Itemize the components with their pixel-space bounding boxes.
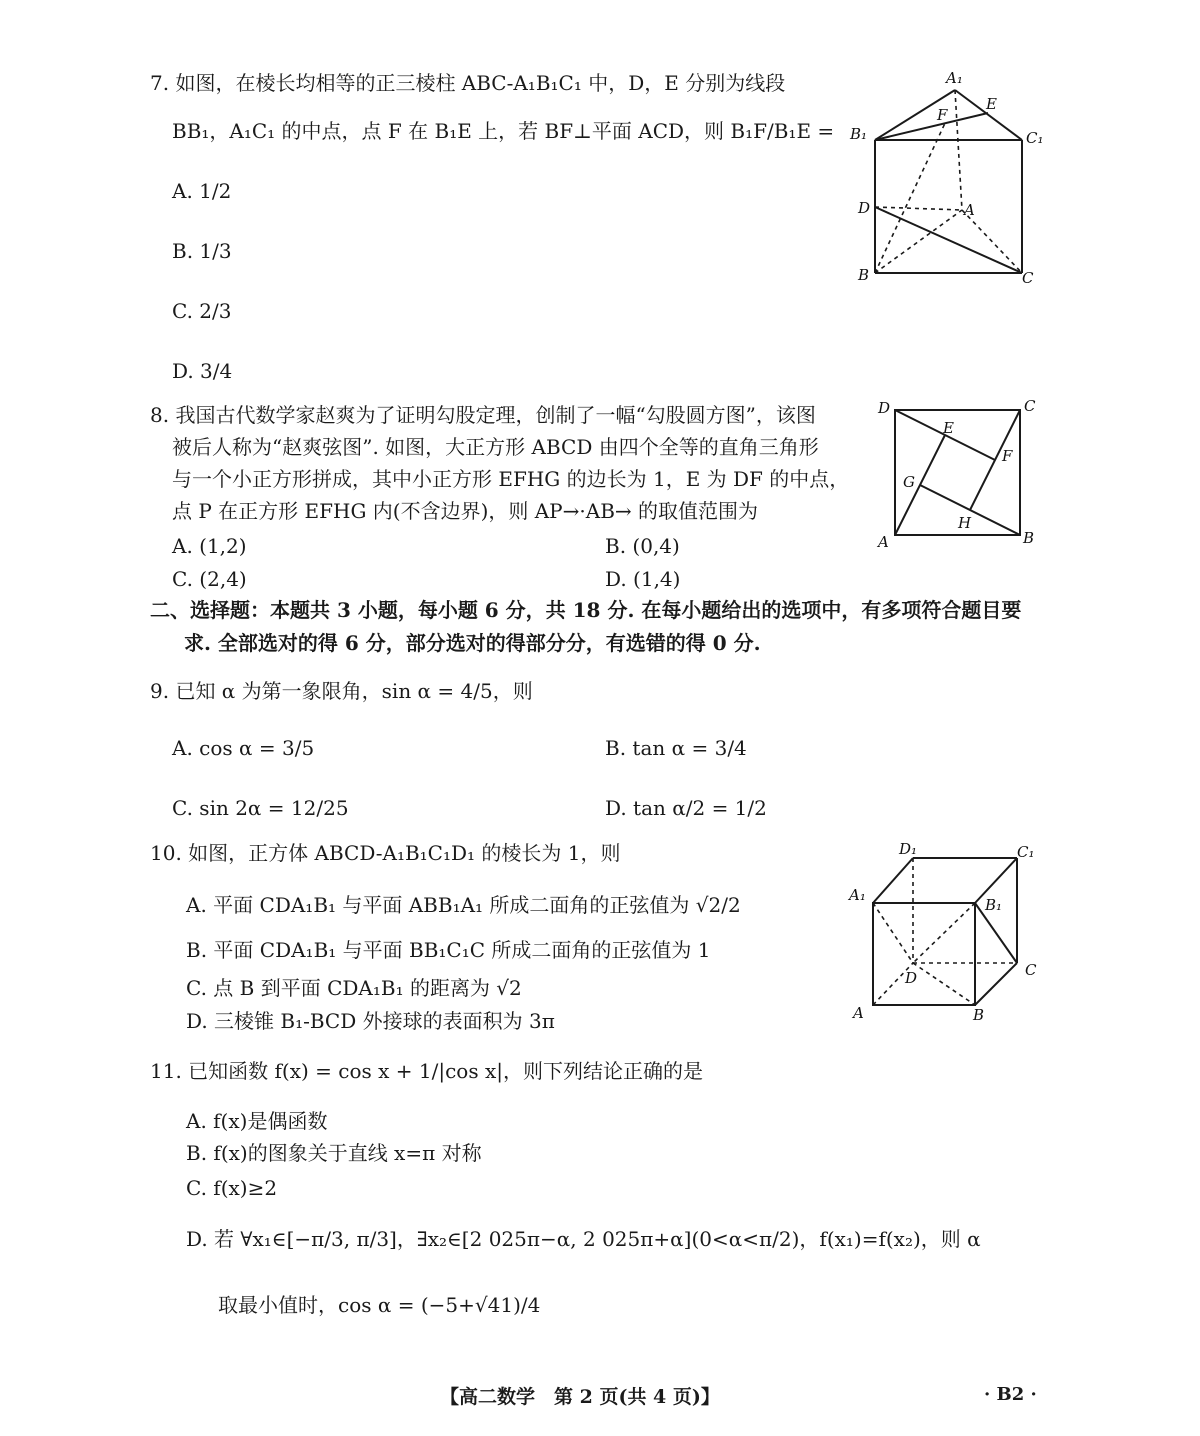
q8-option-d: D. (1,4) bbox=[605, 567, 681, 591]
q9-option-a: A. cos α = 3/5 bbox=[172, 736, 315, 760]
section2-header-line1: 二、选择题：本题共 3 小题，每小题 6 分，共 18 分. 在每小题给出的选项中，有多项符合题目要 bbox=[150, 598, 1022, 622]
q10-label-d1: D₁ bbox=[899, 840, 918, 858]
q7-label-a: A bbox=[964, 201, 975, 219]
q11-option-c: C. f(x)≥2 bbox=[186, 1176, 278, 1200]
q11-option-d: D. 若 ∀x₁∈[−π/3, π/3]，∃x₂∈[2 025π−α, 2 025π+α](0<α<π/2)，f(x₁)=f(x₂)，则 α bbox=[186, 1227, 981, 1251]
q7-label-a1: A₁ bbox=[946, 69, 963, 87]
q10-option-c: C. 点 B 到平面 CDA₁B₁ 的距离为 √2 bbox=[186, 976, 522, 1000]
q7-option-b: B. 1/3 bbox=[172, 239, 232, 263]
q7-label-c1: C₁ bbox=[1026, 129, 1044, 147]
q8-label-c: C bbox=[1024, 397, 1036, 415]
q7-option-a: A. 1/2 bbox=[172, 179, 232, 203]
q9-stem: 9. 已知 α 为第一象限角，sin α = 4/5，则 bbox=[150, 679, 533, 703]
q7-stem-line2: BB₁，A₁C₁ 的中点，点 F 在 B₁E 上，若 BF⊥平面 ACD，则 B₁F/B₁E = bbox=[172, 119, 835, 143]
q7-label-b: B bbox=[858, 266, 870, 284]
q8-label-d: D bbox=[878, 399, 891, 417]
q11-option-d-continuation: 取最小值时，cos α = (−5+√41)/4 bbox=[218, 1293, 541, 1317]
q10-label-c: C bbox=[1025, 961, 1037, 979]
q8-stem-line2: 被后人称为“赵爽弦图”. 如图，大正方形 ABCD 由四个全等的直角三角形 bbox=[172, 435, 819, 459]
q10-label-c1: C₁ bbox=[1017, 843, 1035, 861]
page-code: · B2 · bbox=[984, 1384, 1037, 1405]
q9-option-c: C. sin 2α = 12/25 bbox=[172, 796, 349, 820]
q10-stem: 10. 如图，正方体 ABCD-A₁B₁C₁D₁ 的棱长为 1，则 bbox=[150, 841, 621, 865]
q11-option-b: B. f(x)的图象关于直线 x=π 对称 bbox=[186, 1141, 482, 1165]
q11-option-a: A. f(x)是偶函数 bbox=[186, 1109, 328, 1133]
q8-stem-line4: 点 P 在正方形 EFHG 内(不含边界)，则 AP→·AB→ 的取值范围为 bbox=[172, 499, 759, 523]
q7-label-d: D bbox=[858, 199, 871, 217]
q8-stem-line1: 8. 我国古代数学家赵爽为了证明勾股定理，创制了一幅“勾股圆方图”，该图 bbox=[150, 403, 816, 427]
q10-label-d: D bbox=[905, 969, 918, 987]
q7-label-b1: B₁ bbox=[850, 125, 868, 143]
q7-label-e: E bbox=[986, 95, 997, 113]
page-footer: 【高二数学 第 2 页(共 4 页)】 bbox=[440, 1386, 720, 1408]
section2-header-line2: 求. 全部选对的得 6 分，部分选对的得部分分，有选错的得 0 分. bbox=[184, 631, 761, 655]
q10-option-b: B. 平面 CDA₁B₁ 与平面 BB₁C₁C 所成二面角的正弦值为 1 bbox=[186, 938, 711, 962]
q10-label-b: B bbox=[973, 1006, 985, 1024]
q7-prism-figure bbox=[840, 65, 1060, 294]
q8-option-b: B. (0,4) bbox=[605, 534, 680, 558]
q8-label-b: B bbox=[1023, 529, 1035, 547]
q8-label-f: F bbox=[1002, 447, 1013, 465]
q7-option-d: D. 3/4 bbox=[172, 359, 233, 383]
q7-stem-line1: 7. 如图，在棱长均相等的正三棱柱 ABC-A₁B₁C₁ 中，D，E 分别为线段 bbox=[150, 71, 786, 95]
q10-label-b1: B₁ bbox=[985, 896, 1003, 914]
q8-stem-line3: 与一个小正方形拼成，其中小正方形 EFHG 的边长为 1，E 为 DF 的中点， bbox=[172, 467, 850, 491]
q10-option-d: D. 三棱锥 B₁-BCD 外接球的表面积为 3π bbox=[186, 1009, 555, 1033]
q7-option-c: C. 2/3 bbox=[172, 299, 232, 323]
q10-label-a1: A₁ bbox=[849, 886, 866, 904]
q9-option-b: B. tan α = 3/4 bbox=[605, 736, 747, 760]
q8-option-c: C. (2,4) bbox=[172, 567, 247, 591]
q7-label-c: C bbox=[1022, 269, 1034, 287]
q10-option-a: A. 平面 CDA₁B₁ 与平面 ABB₁A₁ 所成二面角的正弦值为 √2/2 bbox=[186, 893, 741, 917]
q8-label-h: H bbox=[958, 514, 972, 532]
q8-label-a: A bbox=[878, 533, 889, 551]
q10-label-a: A bbox=[853, 1004, 864, 1022]
q8-zhao-shuang-figure bbox=[870, 395, 1045, 554]
q8-label-e: E bbox=[943, 419, 954, 437]
q10-cube-figure bbox=[845, 838, 1045, 1032]
q8-option-a: A. (1,2) bbox=[172, 534, 247, 558]
q7-label-f: F bbox=[937, 106, 948, 124]
q11-stem: 11. 已知函数 f(x) = cos x + 1/|cos x|，则下列结论正确的是 bbox=[150, 1059, 703, 1083]
q9-option-d: D. tan α/2 = 1/2 bbox=[605, 796, 767, 820]
q8-label-g: G bbox=[903, 473, 915, 491]
